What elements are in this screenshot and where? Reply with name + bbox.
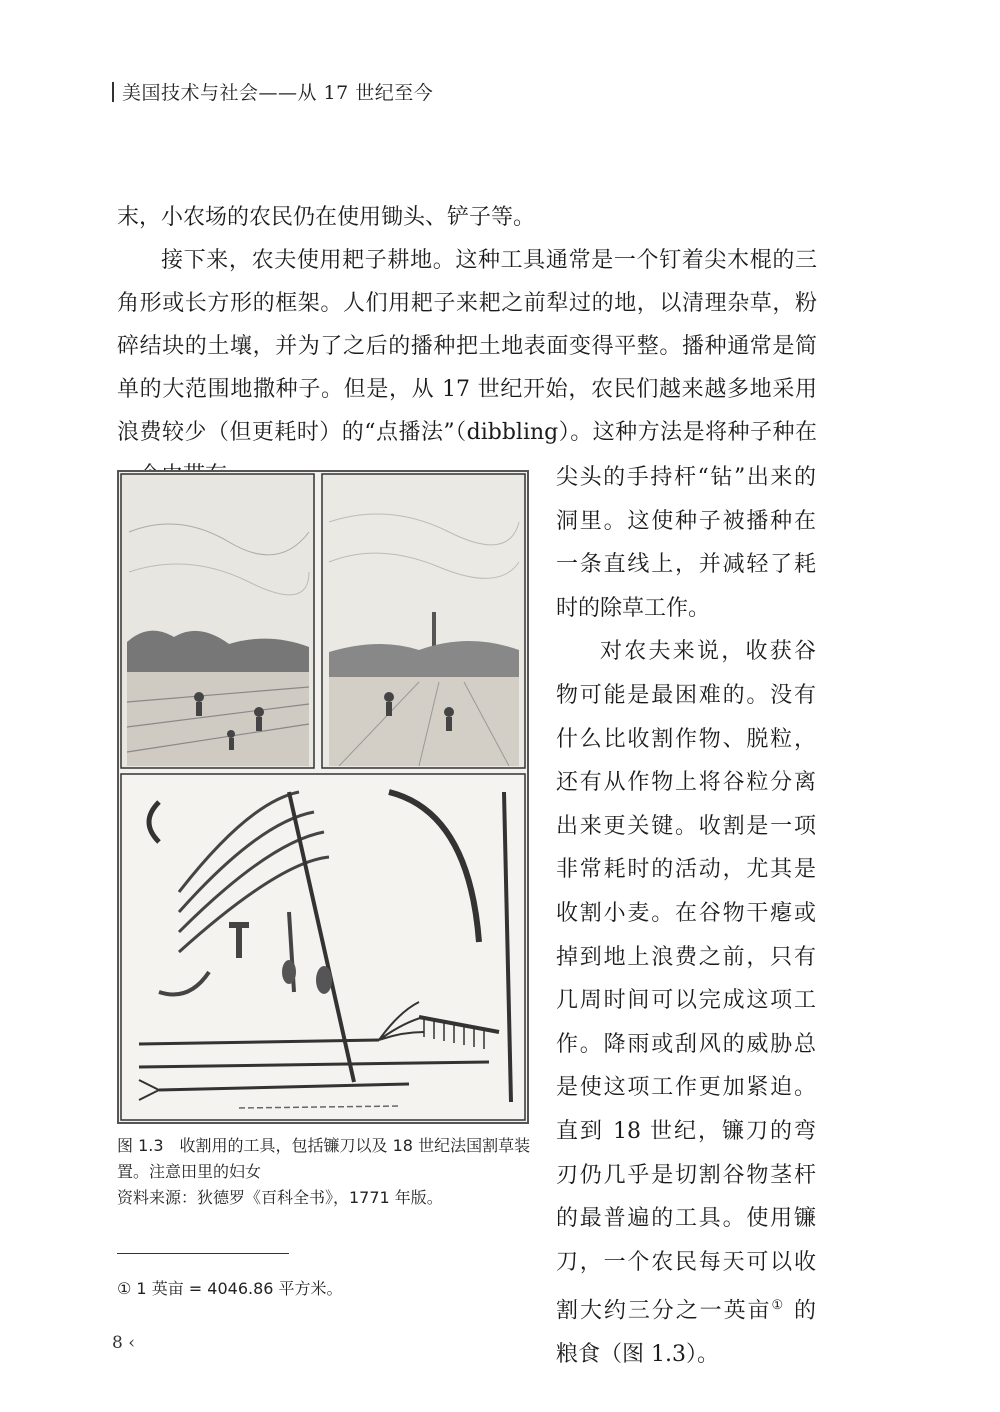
page-number-value: 8	[112, 1333, 123, 1353]
caption-text: 图 1.3 收割用的工具，包括镰刀以及 18 世纪法国割草装置。注意田里的妇女	[117, 1136, 531, 1181]
paragraph-2-continued: 尖头的手持杆“钻”出来的洞里。这使种子被播种在一条直线上，并减轻了耗时的除草工作。	[556, 465, 816, 621]
page-number: 8 ‹	[112, 1333, 136, 1353]
body-text	[117, 196, 817, 497]
running-title: 美国技术与社会——从 17 世纪至今	[122, 82, 434, 104]
footnote: ① 1 英亩 = 4046.86 平方米。	[117, 1279, 343, 1298]
paragraph-3-end: 的粮食（图 1.3）。	[556, 1298, 816, 1368]
engraving-illustration	[119, 472, 527, 1122]
paragraph-3	[556, 630, 816, 1376]
tools-panel	[121, 774, 525, 1120]
figure-illustration	[117, 470, 529, 1124]
running-header	[112, 78, 433, 105]
side-text	[556, 456, 816, 1377]
footnote-divider	[117, 1253, 289, 1254]
paragraph-2: 接下来，农夫使用耙子耕地。这种工具通常是一个钉着尖木棍的三角形或长方形的框架。人们用耙子来耙之前犁过的地，以清理杂草，粉碎结块的土壤，并为了之后的播种把土地表面变得平整。播种通常是简单的大范围地撒种子。但是，从 17 世纪开始，农民们越来越多地采用浪费较少（但更耗时）的“点播法”（dibbling）。这种方法是将种子种在	[117, 248, 817, 445]
footnote-reference[interactable]: ①	[771, 1298, 786, 1314]
figure-caption	[117, 1133, 537, 1211]
caption-source: 资料来源：狄德罗《百科全书》，1771 年版。	[117, 1188, 443, 1207]
header-bar	[112, 82, 114, 102]
field-scene-right	[322, 474, 525, 768]
field-scene-left	[121, 474, 314, 768]
paragraph-1: 末，小农场的农民仍在使用锄头、铲子等。	[117, 205, 536, 230]
paragraph-3-main: 对农夫来说，收获谷物可能是最困难的。没有什么比收割作物、脱粒，还有从作物上将谷粒分离出来更关键。收割是一项非常耗时的活动，尤其是收割小麦。在谷物干瘪或掉到地上浪费之前，只有几周时间可以完成这项工作。降雨或刮风的威胁总是使这项工作更加紧迫。直到 18 世纪，镰刀的弯刃仍几乎是切割谷物茎杆的最普遍的工具。使用镰刀，一个农民每天可以收割大约三分之一英亩	[556, 639, 816, 1324]
